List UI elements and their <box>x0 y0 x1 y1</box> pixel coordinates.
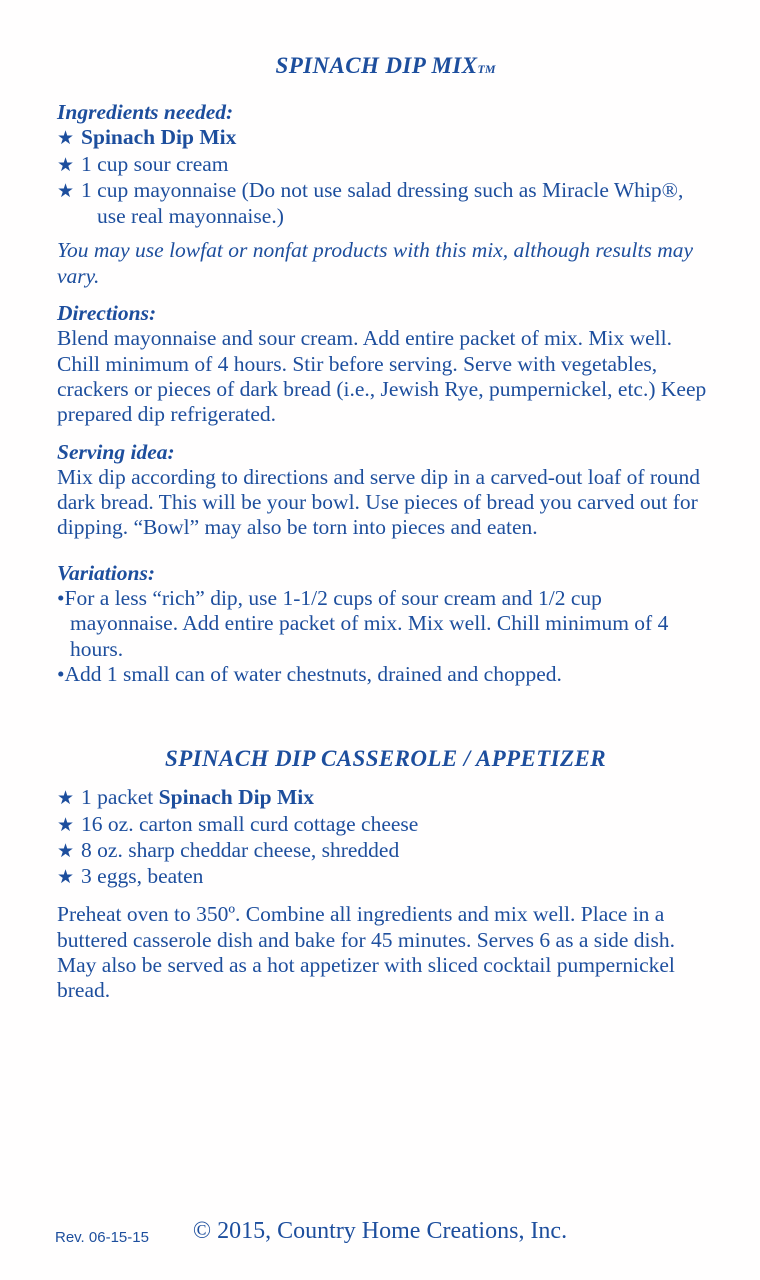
ingredient-text: 1 cup sour cream <box>81 151 229 176</box>
ingredient-item <box>57 812 714 838</box>
variation-text: Add 1 small can of water chestnuts, drained and chopped. <box>64 661 562 686</box>
ingredient-item <box>57 838 714 864</box>
star-bullet-icon: ★ <box>57 867 75 889</box>
ingredient-text: 16 oz. carton small curd cottage cheese <box>81 811 419 836</box>
ingredient-text: 1 packet <box>81 785 159 810</box>
variations-list <box>57 586 714 687</box>
ingredient-item <box>57 178 714 230</box>
variation-item <box>57 586 714 662</box>
recipe1-title <box>57 52 714 83</box>
recipe1-title-text: SPINACH DIP MIX <box>275 53 478 78</box>
variation-text: For a less “rich” dip, use 1-1/2 cups of sour cream and 1/2 cup mayonnaise. Add entire packet of mix. Mix well. Chill minimum of 4 hours. <box>64 586 669 661</box>
star-bullet-icon: ★ <box>57 840 75 862</box>
serving-idea-heading: Serving idea: <box>57 439 175 464</box>
ingredient-text: 1 cup mayonnaise (Do not use salad dressing such as Miracle Whip®, use real mayonnaise.) <box>81 177 684 229</box>
ingredient-item <box>57 785 714 811</box>
star-bullet-icon: ★ <box>57 128 75 150</box>
star-bullet-icon: ★ <box>57 788 75 810</box>
star-bullet-icon: ★ <box>57 154 75 176</box>
variation-item <box>57 662 714 687</box>
ingredient-item <box>57 864 714 890</box>
revision-date: Rev. 06-15-15 <box>55 1229 149 1246</box>
ingredient-text: 3 eggs, beaten <box>81 864 204 889</box>
copyright-notice: © 2015, Country Home Creations, Inc. <box>192 1218 568 1244</box>
trademark-symbol: TM <box>477 62 496 76</box>
directions-paragraph: Blend mayonnaise and sour cream. Add entire packet of mix. Mix well. Chill minimum of 4 hours. Stir before serving. Serve with vegetables, crackers or pieces of dark bread (i.e., Jewish Rye, pumpernickel, etc.) Keep prepared dip refrigerated. <box>57 326 707 427</box>
casserole-directions-paragraph: Preheat oven to 350º. Combine all ingredients and mix well. Place in a buttered casserole dish and bake for 45 minutes. Serves 6 as a side dish. May also be served as a hot appetizer with sliced cocktail pumpernickel bread. <box>57 902 675 1003</box>
recipe2-title: SPINACH DIP CASSEROLE / APPETIZER <box>165 746 606 772</box>
variations-heading: Variations: <box>57 560 155 585</box>
recipe1-ingredients-list <box>57 125 714 229</box>
bullet-icon: • <box>57 661 65 686</box>
bullet-icon: • <box>57 586 65 611</box>
directions-heading: Directions: <box>57 301 157 326</box>
ingredient-bold-text: Spinach Dip Mix <box>81 125 237 150</box>
star-bullet-icon: ★ <box>57 814 75 836</box>
ingredient-bold-text: Spinach Dip Mix <box>158 785 314 810</box>
ingredient-text: 8 oz. sharp cheddar cheese, shredded <box>81 837 400 862</box>
serving-idea-paragraph: Mix dip according to directions and serve dip in a carved-out loaf of round dark bread. This will be your bowl. Use pieces of bread you carved out for dipping. “Bowl” may also be torn into pieces and eaten. <box>57 464 701 540</box>
ingredient-item <box>57 125 714 151</box>
ingredients-heading: Ingredients needed: <box>57 100 234 124</box>
ingredient-item <box>57 152 714 178</box>
recipe2-ingredients-list <box>57 785 714 890</box>
star-bullet-icon: ★ <box>57 180 75 202</box>
lowfat-note: You may use lowfat or nonfat products with this mix, although results may vary. <box>57 238 694 288</box>
